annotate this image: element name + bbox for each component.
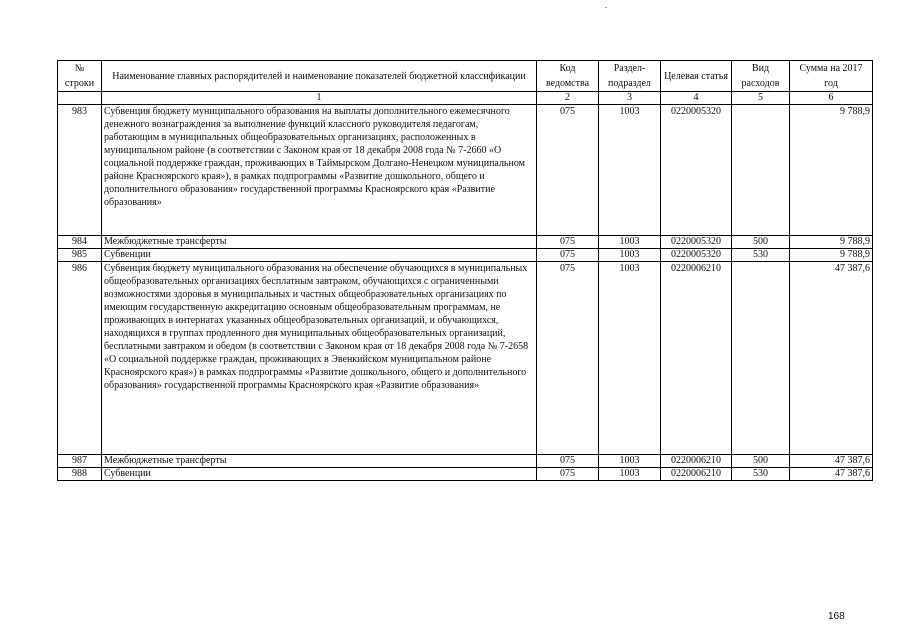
column-number: 5 (732, 92, 790, 105)
header-amount: Сумма на 2017 год (790, 61, 873, 92)
column-number (58, 92, 102, 105)
row-amount: 9 788,9 (790, 236, 873, 249)
page-number: 168 (828, 611, 845, 622)
row-amount: 9 788,9 (790, 105, 873, 236)
row-dept-code: 075 (537, 105, 599, 236)
row-name: Субвенции (102, 468, 537, 481)
row-dept-code: 075 (537, 468, 599, 481)
row-section: 1003 (599, 468, 661, 481)
row-expense-type: 500 (732, 236, 790, 249)
row-number: 988 (58, 468, 102, 481)
row-amount: 47 387,6 (790, 455, 873, 468)
row-expense-type (732, 262, 790, 455)
header-section: Раздел-подраздел (599, 61, 661, 92)
table-row (58, 249, 873, 262)
row-section: 1003 (599, 236, 661, 249)
row-number: 986 (58, 262, 102, 455)
budget-table (57, 60, 873, 481)
header-name: Наименование главных распорядителей и наименование показателей бюджетной классификации (102, 61, 537, 92)
header-dept-code: Код ведомства (537, 61, 599, 92)
table-row (58, 455, 873, 468)
table-row (58, 468, 873, 481)
row-section: 1003 (599, 262, 661, 455)
row-section: 1003 (599, 105, 661, 236)
row-expense-type: 530 (732, 468, 790, 481)
row-target: 0220006210 (661, 468, 732, 481)
row-amount: 9 788,9 (790, 249, 873, 262)
header-expense-type: Вид расходов (732, 61, 790, 92)
row-amount: 47 387,6 (790, 262, 873, 455)
row-dept-code: 075 (537, 455, 599, 468)
row-target: 0220005320 (661, 236, 732, 249)
row-name: Субвенции (102, 249, 537, 262)
row-number: 984 (58, 236, 102, 249)
table-row (58, 236, 873, 249)
row-number: 983 (58, 105, 102, 236)
table-row (58, 262, 873, 455)
table-row (58, 105, 873, 236)
row-target: 0220005320 (661, 249, 732, 262)
header-row-no: № строки (58, 61, 102, 92)
row-number: 985 (58, 249, 102, 262)
row-dept-code: 075 (537, 236, 599, 249)
row-target: 0220005320 (661, 105, 732, 236)
row-name: Межбюджетные трансферты (102, 455, 537, 468)
row-name: Субвенция бюджету муниципального образования на обеспечение обучающихся в муниципальных общеобразовательных организациях бесплатным завтраком, обучающихся с ограниченными возможностями здоровья в муниципальных и частных общеобразовательных организациях по имеющим государственную аккредитацию основным общеобразовательным программам, не проживающих в интернатах указанных общеобразовательных организаций, и обучающихся, находящихся в группах продленного дня муниципальных общеобразовательных организаций, бесплатными завтраком и обедом (в соответствии с Законом края от 18 декабря 2008 года № 7-2658 «О социальной поддержке граждан, проживающих в Эвенкийском муниципальном районе Красноярского края») в рамках подпрограммы «Развитие дошкольного, общего и дополнительного образования» государственной программы Красноярского края «Развитие образования» (102, 262, 537, 455)
column-number: 4 (661, 92, 732, 105)
row-section: 1003 (599, 455, 661, 468)
row-number: 987 (58, 455, 102, 468)
row-name: Межбюджетные трансферты (102, 236, 537, 249)
column-number: 2 (537, 92, 599, 105)
row-expense-type: 530 (732, 249, 790, 262)
table-header-row (58, 61, 873, 92)
column-number: 3 (599, 92, 661, 105)
row-section: 1003 (599, 249, 661, 262)
row-expense-type: 500 (732, 455, 790, 468)
row-dept-code: 075 (537, 262, 599, 455)
row-dept-code: 075 (537, 249, 599, 262)
column-numbers-row (58, 92, 873, 105)
row-name: Субвенция бюджету муниципального образования на выплаты дополнительного ежемесячного денежного вознаграждения за выполнение функций классного руководителя педагогам, работающим в муниципальных общеобразовательных организациях, расположенных в муниципальном районе (в соответствии с Законом края от 18 декабря 2008 года № 7-2660 «О социальной поддержке граждан, проживающих в Таймырском Долгано-Ненецком муниципальном районе Красноярского края»), в рамках подпрограммы «Развитие дошкольного, общего и дополнительного образования» государственной программы Красноярского края «Развитие образования» (102, 105, 537, 236)
row-target: 0220006210 (661, 262, 732, 455)
scan-artifact (605, 7, 607, 8)
row-expense-type (732, 105, 790, 236)
header-target: Целевая статья (661, 61, 732, 92)
row-target: 0220006210 (661, 455, 732, 468)
row-amount: 47 387,6 (790, 468, 873, 481)
column-number: 6 (790, 92, 873, 105)
column-number: 1 (102, 92, 537, 105)
